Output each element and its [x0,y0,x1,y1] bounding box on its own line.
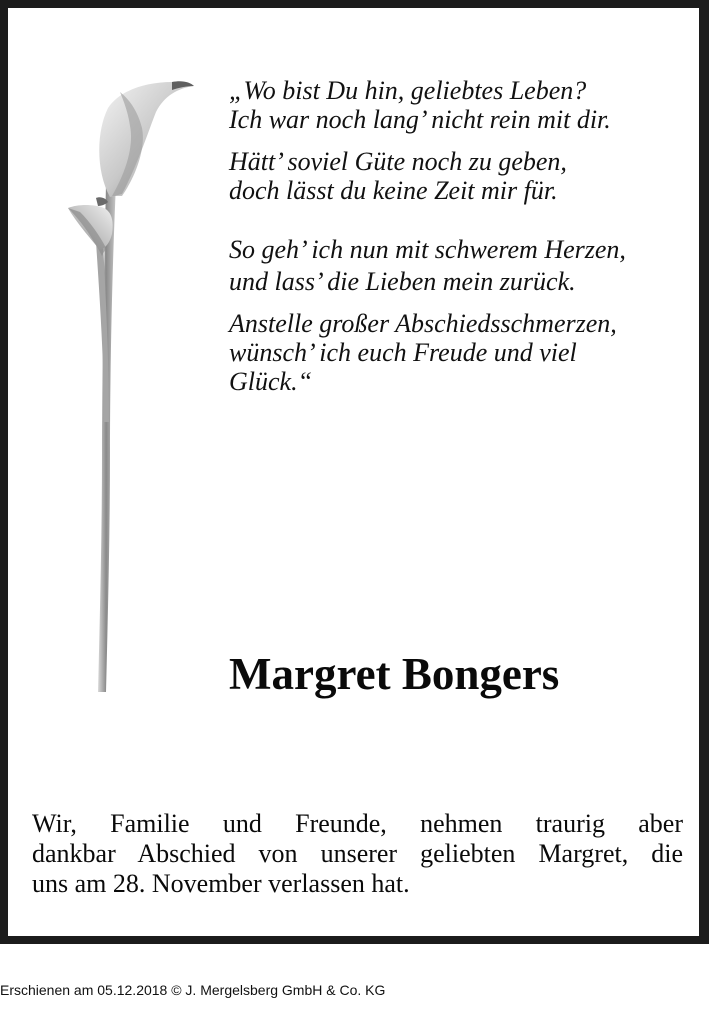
poem-line: Hätt’ soviel Güte noch zu geben, [229,147,567,176]
poem-stanza [229,76,679,134]
farewell-message [32,809,683,899]
poem-line: Ich war noch lang’ nicht rein mit dir. [229,105,611,134]
poem-line: „Wo bist Du hin, geliebtes Leben? [229,76,587,105]
publication-footer: Erschienen am 05.12.2018 © J. Mergelsberg GmbH & Co. KG [0,982,386,998]
poem-stanza [229,235,679,296]
obituary-notice [8,8,699,936]
poem-line: Anstelle großer Abschiedsschmerzen, [229,309,617,338]
deceased-name: Margret Bongers [229,649,560,699]
message-line: dankbar Abschied von unserer geliebten Margret, die [32,839,683,868]
poem-line: wünsch’ ich euch Freude und viel [229,338,577,367]
poem-line: doch lässt du keine Zeit mir für. [229,176,558,205]
message-line: Wir, Familie und Freunde, nehmen traurig aber [32,809,683,838]
poem [229,76,679,396]
message-line: uns am 28. November verlassen hat. [32,869,410,898]
poem-line: So geh’ ich nun mit schwerem Herzen, [229,235,626,264]
poem-line: und lass’ die Lieben mein zurück. [229,267,576,296]
poem-line: Glück.“ [229,367,313,396]
calla-lily-icon [60,72,200,697]
poem-stanza [229,147,679,205]
poem-stanza [229,309,679,396]
